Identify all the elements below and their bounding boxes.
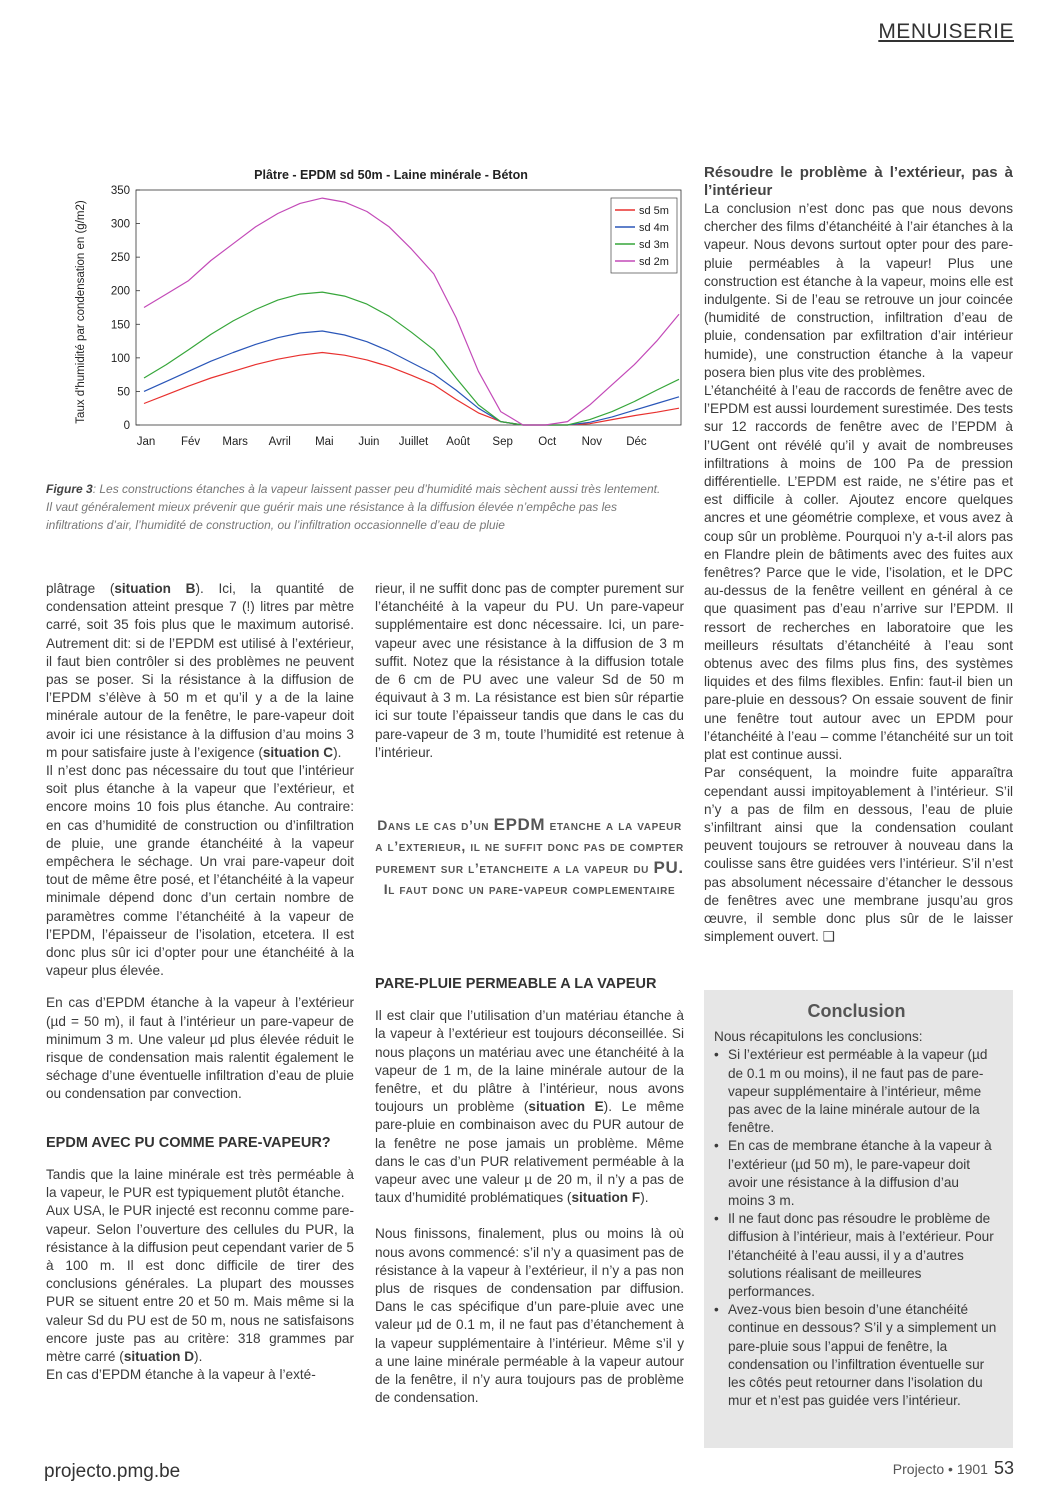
col1-paragraph-4: Tandis que la laine minérale est très perméable à la vapeur, le PUR est typiquement plutôt étanche. — [46, 1166, 354, 1201]
x-tick-label: Juillet — [398, 436, 429, 448]
y-tick-label: 200 — [110, 285, 130, 298]
x-tick-label: Jan — [136, 436, 156, 448]
x-tick-label: Juin — [358, 436, 380, 448]
conclusion-item: • Si l’extérieur est perméable à la vapeur (µd de 0.1 m ou moins), il ne faut pas de pare-vapeur supplémentaire à l’intérieur, même pas avec de la laine minérale autour de la fenêtre. — [714, 1046, 999, 1137]
y-tick-label: 350 — [110, 185, 130, 197]
y-tick-label: 300 — [110, 218, 130, 231]
x-tick-label: Août — [446, 436, 470, 448]
column-2-lower — [375, 975, 684, 1407]
legend-label: sd 4m — [639, 222, 669, 234]
x-tick-label: Mars — [222, 436, 248, 448]
chart-figure — [46, 160, 686, 460]
col2-paragraph-2: Il est clair que l’utilisation d’un matériau étanche à la vapeur à l’extérieur est toujours déconseillée. Si nous plaçons un matériau avec une étanchéité à la vapeur de 1 m, de la laine minérale autour de la fenêtre, et du plâtre à l’intérieur, nous avons toujours un problème (situation E). Le même pare-pluie en combinaison avec du PUR autour de la fenêtre ne pose jamais un problème. Même dans le cas d’un PUR relativement perméable à la vapeur avec une valeur µ de 20 m, il n’y a pas de taux d’humidité problématiques (situation F). — [375, 1008, 685, 1206]
chart-title: Plâtre - EPDM sd 50m - Laine minérale - Béton — [254, 168, 528, 182]
conclusion-list — [714, 1046, 999, 1410]
y-tick-label: 50 — [117, 386, 130, 399]
col3-heading: Résoudre le problème à l’extérieur, pas à l’intérieur — [704, 164, 1013, 199]
col1-paragraph-1: plâtrage (situation B). Ici, la quantité de condensation atteint presque 7 (!) litres par mètre carré, soit 35 fois plus que le maximum autorisé. Autrement dit: si de l’EPDM est utilisé à l’extérieur, il faut bien contrôler si des problèmes ne peuvent pas se poser. Si la résistance à la diffusion de l’EPDM s’élève à 50 m et qu’il y a de la laine minérale autour de la fenêtre, le pare-vapeur doit avoir ici une résistance à la diffusion d’au moins 3 m pour satisfaire juste à l’exigence (situation C). — [46, 581, 355, 760]
pull-quote: Dans le cas d’un EPDM etanche a la vapeur a l’exterieur, il ne suffit donc pas de compter purement sur l’etancheite a la vapeur du PU. Il faut donc un pare-vapeur complementaire — [375, 815, 684, 897]
issue-label: Projecto • 1901 — [892, 1461, 988, 1477]
col3-paragraph-1: La conclusion n’est donc pas que nous devons chercher des films d’étanchéité à l’air étanches à la vapeur. Nous devons surtout opter pour des pare-pluie perméables à la vapeur! Plus une construction est étanche à la vapeur, moins elle est indulgente. Si de l’eau se retrouve un jour coincée (humidité de construction, infiltration d’eau de pluie, condensation par exfiltration d’air intérieur humide), une construction étanche à la vapeur posera bien plus vite des problèmes. — [704, 201, 1013, 380]
x-tick-label: Avril — [268, 436, 291, 448]
figure-caption — [46, 480, 666, 534]
conclusion-item: • Il ne faut donc pas résoudre le problème de diffusion à l’intérieur, mais à l’extérieur. Pour l’étanchéité à l’eau aussi, il y a d’autres solutions réalisant de meilleures performances. — [714, 1210, 999, 1301]
col3-paragraph-2: L’étanchéité à l’eau de raccords de fenêtre avec de l’EPDM est aussi lourdement surestimée. Des tests sur 12 raccords de fenêtre avec de l’EPDM à l’UGent ont révélé qu’il y avait de nombreuses infiltrations à moins de 100 Pa de pression différentielle. L’EPDM est raide, ne s’étire pas et est difficile à coller. Ajoutez encore quelques ancres et une géométrie complexe, et vous avez à coup sûr un problème. Pourquoi n’y a-t-il alors pas en Flandre plein de bâtiments avec des fuites aux fenêtres? Parce que le vide, l’isolation, et le DPC au-dessus de la fenêtre veillent en général à ce que quasiment pas d’eau n’arrive sur l’EPDM. Il ressort de recherches en laboratoire que les meilleurs résultats d’étanchéité à l’eau sont obtenus avec des films plus fins, des systèmes liquides et des films flexibles. Enfin: faut-il bien un pare-pluie en dessous? On essaie souvent de finir une fenêtre tout autour avec un EPDM pour l’étanchéité à l’eau – comme l’étanchéité sur un toit plat est continue aussi. — [704, 383, 1013, 763]
series-line — [144, 292, 679, 425]
conclusion-intro: Nous récapitulons les conclusions: — [714, 1029, 923, 1045]
caption-text: : Les constructions étanches à la vapeur laissent passer peu d’humidité mais sèchent aussi très lentement. Il vaut généralement mieux prévenir que guérir mais une résistance à la diffusion élevée n’empêche pas les infiltrations d’air, l’humidité de construction, ou l’infiltration occasionnelle d’eau de pluie — [46, 482, 661, 532]
column-3 — [704, 164, 1013, 946]
footer-website: projecto.pmg.be — [44, 1461, 181, 1482]
x-tick-label: Oct — [538, 436, 557, 448]
col1-subheading: EPDM AVEC PU COMME PARE-VAPEUR? — [46, 1134, 331, 1151]
legend-label: sd 5m — [639, 205, 669, 217]
col3-paragraph-3: Par conséquent, la moindre fuite apparaîtra cependant aussi impitoyablement à l’intérieur. S’il n’y a pas de film en dessous, l’eau de pluie s’infiltrant ainsi que la condensation coulant peuvent toujours se retrouver à nouveau dans la coulisse sans être guidées vers l’intérieur. S’il n’est pas absolument nécessaire d’étancher le dessous de fenêtres avec une membrane jusqu’au gros œuvre, il semble donc plus sûr de le laisser simplement ouvert. ❑ — [704, 765, 1013, 945]
x-tick-label: Mai — [315, 436, 334, 448]
col1-paragraph-3: En cas d’EPDM étanche à la vapeur à l’extérieur (µd = 50 m), il faut à l’intérieur un pare-vapeur de minimum 3 m. Une valeur µd plus élevée réduit le risque de condensation mais ralentit également le séchage d’une éventuelle infiltration d’eau de pluie ou condensation par convection. — [46, 995, 354, 1102]
caption-label: Figure 3 — [46, 482, 93, 496]
col1-paragraph-2: Il n’est donc pas nécessaire du tout que l’intérieur soit plus étanche à la vapeur que l’extérieur, et encore moins 10 fois plus étanche. Au contraire: en cas d’humidité de construction ou d’infiltration de pluie, une grande étanchéité à la vapeur empêchera le séchage. Un vrai pare-vapeur doit tout de même être posé, et l’étanchéité à la vapeur minimale dépend donc d’un certain nombre de paramètres comme l’étanchéité à la vapeur de l’EPDM, l’épaisseur de l’isolation, etcetera. Il est donc plus sûr ici d’opter pour une étanchéité à la vapeur plus élevée. — [46, 763, 354, 979]
conclusion-box — [704, 990, 1013, 1448]
y-tick-label: 0 — [123, 420, 130, 432]
col1-paragraph-6: En cas d’EPDM étanche à la vapeur à l’exté- — [46, 1367, 316, 1383]
x-tick-label: Déc — [626, 436, 647, 448]
col2-paragraph-3: Nous finissons, finalement, plus ou moins là où nous avons commencé: s’il n’y a quasiment pas de résistance à la vapeur à l’extérieur, il n’y a pas non plus de risques de condensation par diffusion. Dans le cas spécifique d’un pare-pluie avec une valeur µd de 0.1 m, il ne faut pas d’étanchement à la vapeur supplémentaire à l’intérieur. Même s’il y a une laine minérale perméable à la vapeur autour de la fenêtre, il n’y aura toujours pas de problème de condensation. — [375, 1226, 684, 1406]
y-tick-label: 250 — [110, 252, 130, 265]
conclusion-item: • En cas de membrane étanche à la vapeur à l’extérieur (µd 50 m), le pare-vapeur doit avoir une résistance à la diffusion d’au moins 3 m. — [714, 1137, 999, 1210]
legend-label: sd 2m — [639, 256, 669, 268]
col2-subheading: PARE-PLUIE PERMEABLE A LA VAPEUR — [375, 976, 657, 992]
moisture-chart — [46, 160, 686, 460]
page-number: 53 — [993, 1458, 1014, 1478]
x-tick-label: Nov — [581, 436, 603, 448]
x-tick-label: Fév — [180, 436, 201, 448]
section-title: MENUISERIE — [878, 20, 1014, 43]
series-line — [144, 331, 679, 425]
footer-issue — [893, 1458, 1014, 1479]
conclusion-title: Conclusion — [807, 1001, 906, 1021]
conclusion-item: • Avez-vous bien besoin d’une étanchéité continue en dessous? S’il y a simplement un pare-pluie sous l’appui de fenêtre, la condensation ou l’infiltration éventuelle sur les côtés peut retourner dans l’isolation du mur et n’est pas guidée vers l’intérieur. — [714, 1301, 999, 1410]
col1-paragraph-5: Aux USA, le PUR injecté est reconnu comme pare-vapeur. Selon l’ouverture des cellules du PUR, la résistance à la diffusion peut cependant varier de 5 à 100 m. Il est donc difficile de tirer des conclusions générales. La plupart des mousses PUR se situent entre 20 et 50 m. Mais même si la valeur Sd du PU est de 50 m, nous ne satisfaisons encore juste pas au critère: 318 grammes par mètre carré (situation D). — [46, 1203, 354, 1364]
series-line — [144, 353, 679, 426]
plot-frame — [136, 190, 681, 425]
col2-paragraph-1: rieur, il ne suffit donc pas de compter purement sur l’étanchéité à la vapeur du PU. Un pare-vapeur supplémentaire est donc nécessaire. Ici, un pare-vapeur avec une résistance à la diffusion de 3 m suffit. Notez que la résistance à la diffusion totale de 6 cm de PU avec une valeur Sd de 50 m équivaut à 3 m. La résistance est bien sûr répartie ici sur toute l’épaisseur tandis que dans le cas du pare-vapeur de 3 m, toute l’humidité est retenue à l’intérieur. — [375, 581, 684, 760]
chart-ylabel: Taux d'humidité par condensation en (g/m2) — [75, 200, 87, 424]
series-line — [144, 198, 679, 425]
y-tick-label: 150 — [110, 319, 130, 332]
column-1 — [46, 580, 354, 1384]
x-tick-label: Sep — [492, 436, 513, 448]
y-tick-label: 100 — [110, 352, 130, 365]
legend-label: sd 3m — [639, 239, 669, 251]
column-2 — [375, 580, 684, 762]
